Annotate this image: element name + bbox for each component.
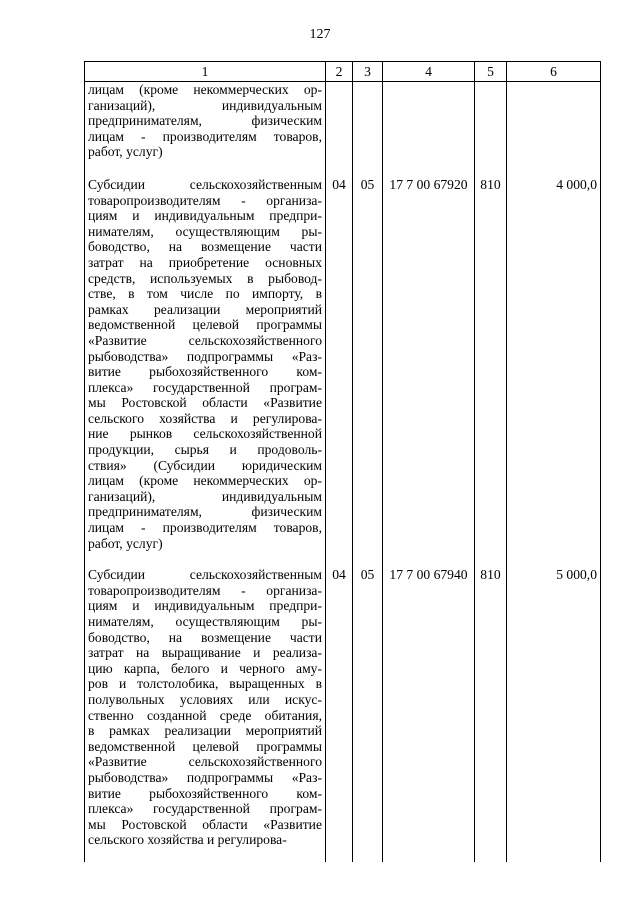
- description-line: работ, услуг): [88, 144, 163, 160]
- description-line: ведомственной целевой программы: [88, 738, 322, 754]
- rz-cell: 04: [326, 175, 353, 565]
- description-line: товаропроизводителям - организа-: [88, 192, 322, 208]
- csr-cell: 17 7 00 67920: [383, 175, 475, 565]
- column-header: 1: [85, 62, 326, 82]
- row-description: [85, 565, 326, 862]
- description-line: сельского хозяйства и регулирова-: [88, 832, 287, 848]
- budget-table: [84, 61, 601, 862]
- description-line: рыбоводства» подпрограммы «Раз-: [88, 769, 322, 785]
- description-line: циям и индивидуальным предпри-: [88, 208, 322, 224]
- description-line: ров и толстолобика, выращенных в: [88, 676, 322, 692]
- description-line: лицам - производителям товаров,: [88, 128, 322, 144]
- description-line: ственно созданной среде обитания,: [88, 707, 322, 723]
- description-line: мы Ростовской области «Развитие: [88, 395, 322, 411]
- amount-cell: 5 000,0: [507, 565, 601, 862]
- page-number: 127: [309, 27, 331, 42]
- continuation-description: [85, 82, 326, 175]
- description-line: плекса» государственной програм-: [88, 379, 322, 395]
- description-line: нимателям, осуществляющим ры-: [88, 223, 322, 239]
- vr-cell: 810: [475, 565, 507, 862]
- table-header-row: [85, 62, 601, 82]
- column-header: 6: [507, 62, 601, 82]
- description-line: сельского хозяйства и регулирова-: [88, 410, 322, 426]
- description-line: Субсидии сельскохозяйственным: [88, 176, 322, 192]
- csr-cell: 17 7 00 67940: [383, 565, 475, 862]
- description-line: ствия» (Субсидии юридическим: [88, 457, 322, 473]
- description-line: рыбоводства» подпрограммы «Раз-: [88, 348, 322, 364]
- description-line: цию карпа, белого и черного аму-: [88, 660, 322, 676]
- description-line: ганизаций), индивидуальным: [88, 97, 322, 113]
- table-row: [85, 175, 601, 565]
- column-header: 5: [475, 62, 507, 82]
- vr-cell: 810: [475, 175, 507, 565]
- description-line: боводство, на возмещение части: [88, 239, 322, 255]
- description-line: нимателям, осуществляющим ры-: [88, 614, 322, 629]
- description-line: лицам (кроме некоммерческих ор-: [88, 82, 322, 97]
- description-line: товаропроизводителям - организа-: [88, 582, 322, 598]
- description-line: «Развитие сельскохозяйственного: [88, 754, 322, 770]
- description-line: полувольных условиях или искус-: [88, 691, 322, 707]
- description-line: ние рынков сельскохозяйственной: [88, 426, 322, 442]
- description-line: ведомственной целевой программы: [88, 317, 322, 333]
- description-line: циям и индивидуальным предпри-: [88, 598, 322, 614]
- column-header: 4: [383, 62, 475, 82]
- description-line: предпринимателям, физическим: [88, 504, 322, 520]
- table-row: [85, 565, 601, 862]
- description-line: лицам (кроме некоммерческих ор-: [88, 473, 322, 489]
- column-header: 3: [353, 62, 383, 82]
- description-line: продукции, сырья и продоволь-: [88, 442, 322, 458]
- description-line: Субсидии сельскохозяйственным: [88, 567, 322, 583]
- description-line: мы Ростовской области «Развитие: [88, 816, 322, 832]
- continuation-row: [85, 82, 601, 175]
- description-line: средств, используемых в рыбовод-: [88, 270, 322, 286]
- amount-cell: 4 000,0: [507, 175, 601, 565]
- description-line: затрат на приобретение основных: [88, 254, 322, 270]
- description-line: в рамках реализации мероприятий: [88, 723, 322, 739]
- description-line: витие рыбохозяйственного ком-: [88, 364, 322, 380]
- description-line: стве, в том числе по импорту, в: [88, 286, 322, 302]
- rz-cell: 04: [326, 565, 353, 862]
- column-header: 2: [326, 62, 353, 82]
- description-line: затрат на выращивание и реализа-: [88, 645, 322, 661]
- description-line: работ, услуг): [88, 535, 163, 551]
- description-line: «Развитие сельскохозяйственного: [88, 332, 322, 348]
- pr-cell: 05: [353, 565, 383, 862]
- description-line: боводство, на возмещение части: [88, 629, 322, 645]
- description-line: ганизаций), индивидуальным: [88, 488, 322, 504]
- description-line: предпринимателям, физическим: [88, 113, 322, 129]
- description-line: лицам - производителям товаров,: [88, 520, 322, 536]
- row-description: [85, 175, 326, 565]
- description-line: рамках реализации мероприятий: [88, 301, 322, 317]
- description-line: витие рыбохозяйственного ком-: [88, 785, 322, 801]
- description-line: плекса» государственной програм-: [88, 801, 322, 817]
- pr-cell: 05: [353, 175, 383, 565]
